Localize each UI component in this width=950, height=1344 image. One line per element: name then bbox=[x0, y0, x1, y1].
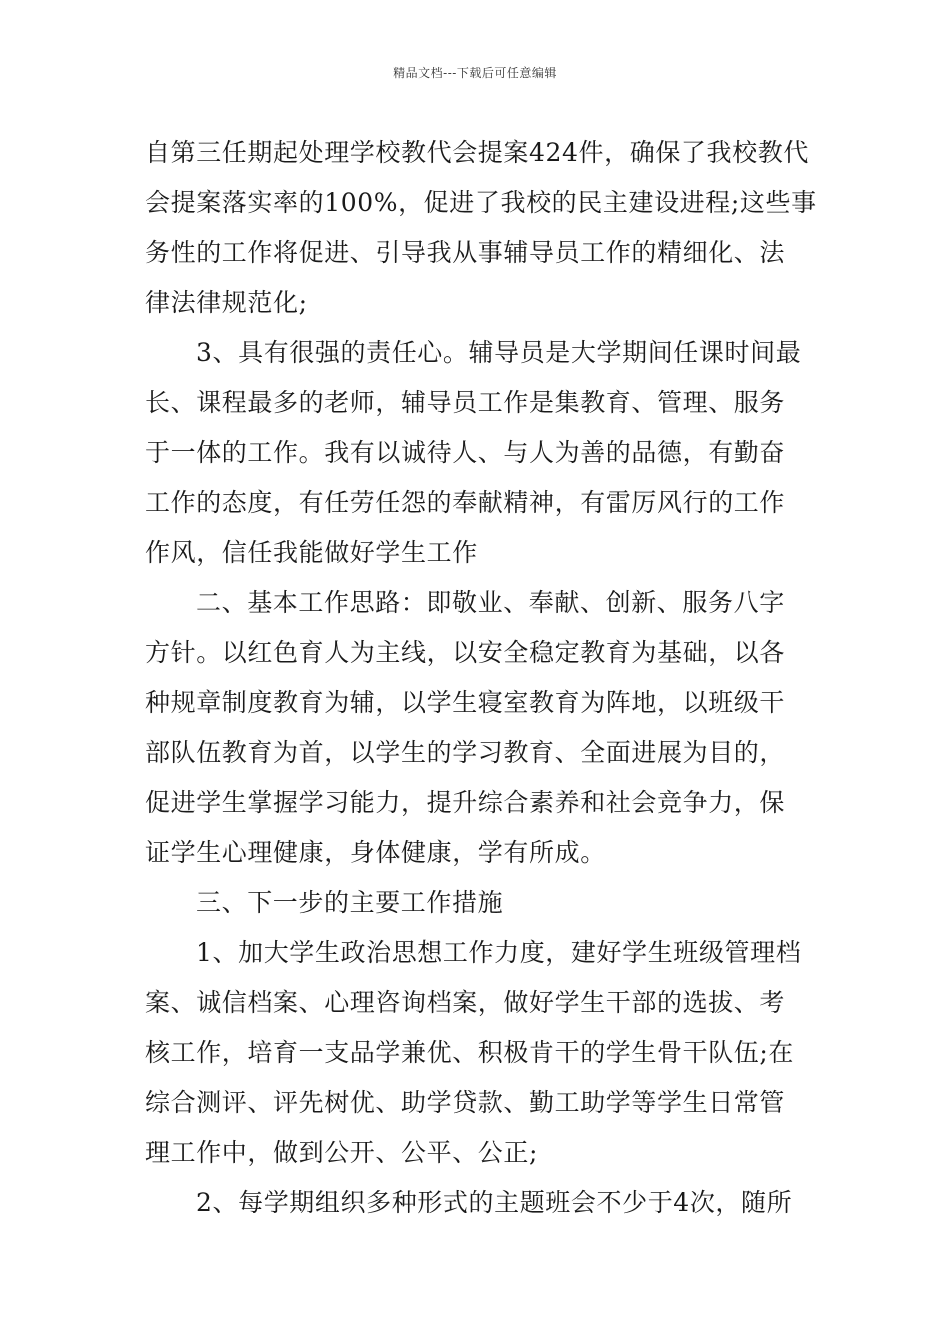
page-header: 精品文档---下载后可任意编辑 bbox=[393, 66, 557, 80]
text-line: 二、基本工作思路：即敬业、奉献、创新、服务八字 bbox=[196, 588, 785, 617]
text-line: 务性的工作将促进、引导我从事辅导员工作的精细化、法 bbox=[145, 238, 786, 267]
text-line: 2、每学期组织多种形式的主题班会不少于4次，随所 bbox=[196, 1188, 793, 1217]
text-line: 于一体的工作。我有以诚待人、与人为善的品德，有勤奋 bbox=[145, 438, 786, 467]
document-body bbox=[145, 128, 817, 1228]
text-line: 核工作，培育一支品学兼优、积极肯干的学生骨干队伍;在 bbox=[145, 1038, 795, 1067]
text-line: 综合测评、评先树优、助学贷款、勤工助学等学生日常管 bbox=[145, 1088, 786, 1117]
text-line: 作风，信任我能做好学生工作 bbox=[145, 538, 478, 567]
text-line: 促进学生掌握学习能力，提升综合素养和社会竞争力，保 bbox=[145, 788, 786, 817]
text-line: 三、下一步的主要工作措施 bbox=[196, 888, 504, 917]
text-line: 3、具有很强的责任心。辅导员是大学期间任课时间最 bbox=[196, 338, 802, 367]
text-line: 案、诚信档案、心理咨询档案，做好学生干部的选拔、考 bbox=[145, 988, 786, 1017]
text-line: 律法律规范化; bbox=[145, 288, 308, 317]
text-line: 方针。以红色育人为主线，以安全稳定教育为基础，以各 bbox=[145, 638, 786, 667]
text-line: 1、加大学生政治思想工作力度，建好学生班级管理档 bbox=[196, 938, 802, 967]
text-line: 证学生心理健康，身体健康，学有所成。 bbox=[145, 838, 606, 867]
text-line: 工作的态度，有任劳任怨的奉献精神，有雷厉风行的工作 bbox=[145, 488, 786, 517]
text-line: 会提案落实率的100%，促进了我校的民主建设进程;这些事 bbox=[145, 188, 817, 217]
text-line: 自第三任期起处理学校教代会提案424件，确保了我校教代 bbox=[145, 138, 809, 167]
text-line: 部队伍教育为首，以学生的学习教育、全面进展为目的， bbox=[145, 738, 786, 767]
text-line: 长、课程最多的老师，辅导员工作是集教育、管理、服务 bbox=[145, 388, 786, 417]
text-line: 理工作中，做到公开、公平、公正; bbox=[145, 1138, 539, 1167]
text-line: 种规章制度教育为辅，以学生寝室教育为阵地，以班级干 bbox=[145, 688, 786, 717]
